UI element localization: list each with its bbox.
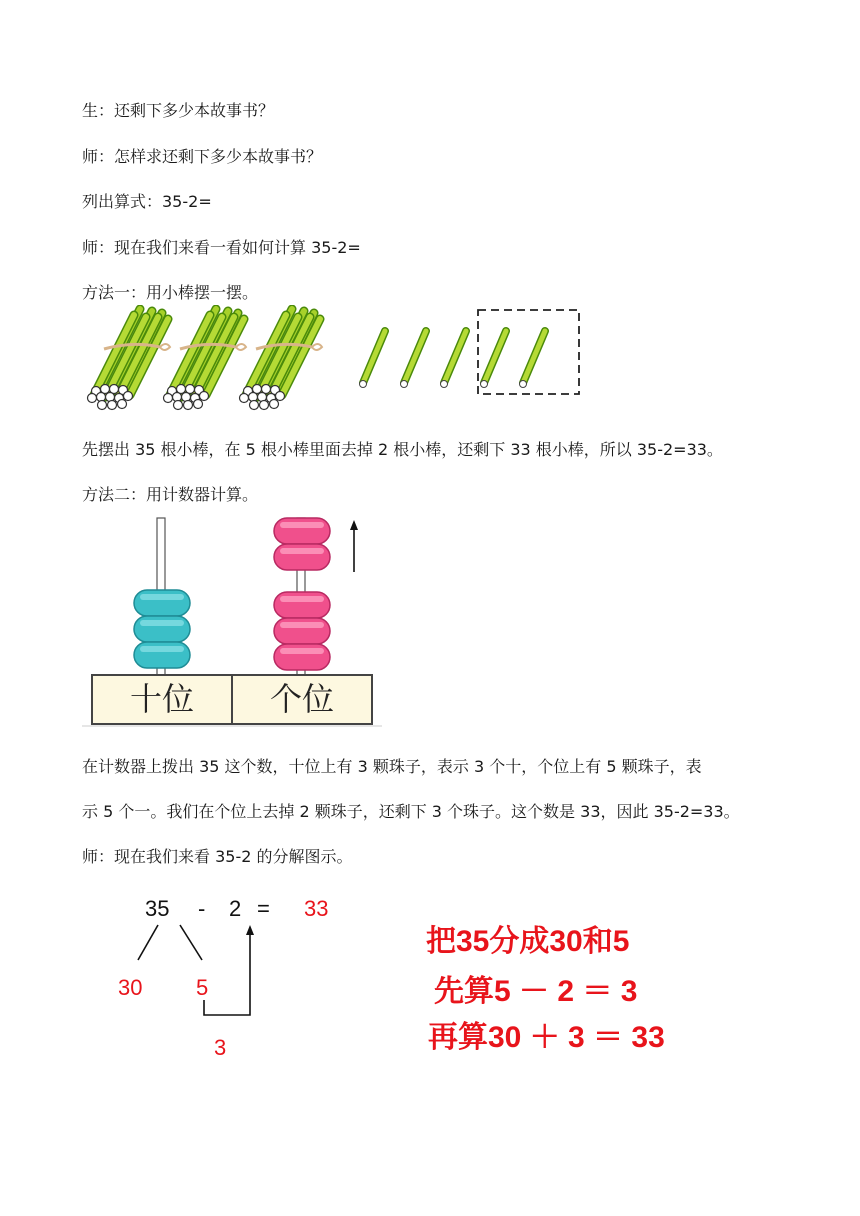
method-two-explanation-2: 示 5 个一。我们在个位上去掉 2 颗珠子，还剩下 3 个珠子。这个数是 33，因此 35-2=33。 bbox=[82, 802, 740, 821]
equals-sign: = bbox=[257, 896, 270, 921]
dialog-student-question: 生：还剩下多少本故事书？ bbox=[82, 101, 275, 120]
part-ones: 5 bbox=[196, 975, 209, 1000]
method-two-heading: 方法二：用计数器计算。 bbox=[82, 485, 259, 504]
step-first: 先算5 － 2 ＝ 3 bbox=[434, 975, 638, 1008]
abacus-figure bbox=[82, 510, 382, 730]
decomposition-diagram bbox=[100, 885, 360, 1070]
decomposition-intro: 师：现在我们来看 35-2 的分解图示。 bbox=[82, 847, 353, 866]
method-two-explanation-1: 在计数器上拨出 35 这个数，十位上有 3 颗珠子，表示 3 个十，个位上有 5 颗珠子，表 bbox=[82, 757, 702, 776]
method-one-heading: 方法一：用小棒摆一摆。 bbox=[82, 283, 259, 302]
equation-line: 列出算式：35-2= bbox=[82, 192, 212, 211]
method-one-explanation: 先摆出 35 根小棒，在 5 根小棒里面去掉 2 根小棒，还剩下 33 根小棒，所以 35-2=33。 bbox=[82, 440, 723, 459]
part-tens: 30 bbox=[118, 975, 143, 1000]
single-stick-5 bbox=[520, 331, 546, 388]
stick-bundle-2 bbox=[164, 309, 247, 410]
tens-label: 十位 bbox=[129, 680, 195, 718]
arrow-up-icon bbox=[246, 925, 254, 935]
steps-figure bbox=[420, 918, 760, 1058]
partial-result: 3 bbox=[214, 1035, 227, 1060]
minus-sign: - bbox=[198, 896, 206, 921]
single-stick-3 bbox=[441, 331, 467, 388]
single-stick-2 bbox=[401, 331, 427, 388]
tens-beads bbox=[134, 590, 190, 668]
ones-label: 个位 bbox=[269, 680, 335, 718]
step-split: 把35分成30和5 bbox=[426, 925, 630, 958]
subtrahend: 2 bbox=[229, 896, 242, 921]
single-stick-4 bbox=[481, 331, 507, 388]
dialog-teacher-intro: 师：现在我们来看一看如何计算 35-2= bbox=[82, 238, 361, 257]
step-second: 再算30 ＋ 3 ＝ 33 bbox=[428, 1021, 665, 1054]
result: 33 bbox=[304, 896, 329, 921]
dialog-teacher-question: 师：怎样求还剩下多少本故事书？ bbox=[82, 147, 323, 166]
stick-bundle-3 bbox=[240, 309, 323, 410]
sticks-figure bbox=[82, 305, 602, 415]
ones-beads bbox=[274, 518, 330, 670]
arrow-up-icon bbox=[350, 520, 358, 572]
minuend: 35 bbox=[145, 896, 170, 921]
single-stick-1 bbox=[360, 331, 386, 388]
stick-bundle-1 bbox=[88, 309, 171, 410]
